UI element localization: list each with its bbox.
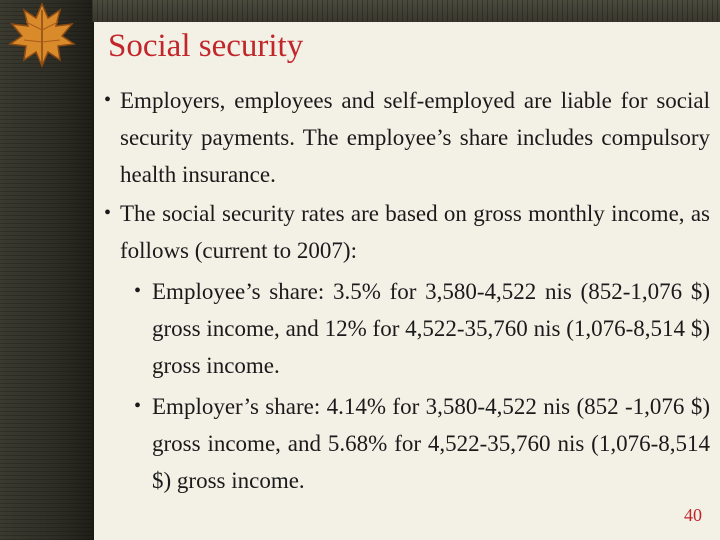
bullet-text: Employers, employees and self-employed are liable for social security payments. The employee’s share includes compulsory health insurance.: [120, 88, 710, 187]
bullet-item: [104, 82, 710, 193]
sub-bullet-marker: •: [134, 280, 142, 302]
top-border-strip: [92, 0, 720, 22]
sub-bullet-item: [104, 273, 710, 384]
slide: [92, 22, 720, 540]
slide-title: Social security: [108, 28, 304, 64]
autumn-leaf-icon: [4, 0, 78, 70]
bullet-marker: •: [104, 202, 112, 224]
left-border-strip: [0, 0, 92, 540]
sub-bullet-marker: •: [134, 395, 142, 417]
bullet-item: [104, 195, 710, 269]
sub-bullet-item: [104, 388, 710, 499]
bullet-text: The social security rates are based on gross monthly income, as follows (current to 2007):: [120, 201, 710, 263]
sub-bullet-text: Employer’s share: 4.14% for 3,580-4,522 nis (852 -1,076 $) gross income, and 5.68% for 4,522-35,760 nis (1,076-8,514 $) gross income.: [152, 394, 710, 493]
bullet-marker: •: [104, 89, 112, 111]
sub-bullet-text: Employee’s share: 3.5% for 3,580-4,522 nis (852-1,076 $) gross income, and 12% for 4,522-35,760 nis (1,076-8,514 $) gross income.: [152, 279, 710, 378]
page-number: 40: [684, 505, 702, 525]
bullet-list: [104, 82, 710, 501]
